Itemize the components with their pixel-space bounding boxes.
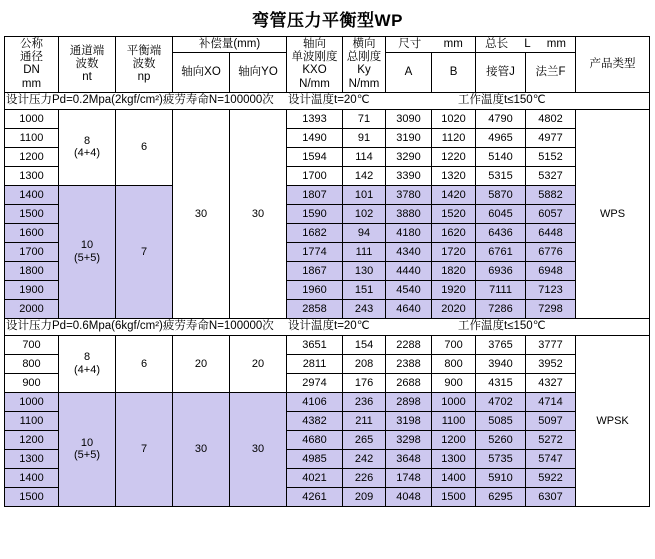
cell-a: 4180 <box>386 223 432 242</box>
cell-f: 5272 <box>526 430 576 449</box>
cell-dn: 1200 <box>5 430 59 449</box>
cell-nt-value: 8 <box>83 351 91 364</box>
cell-dn: 1200 <box>5 147 59 166</box>
header-size-label: 尺寸 <box>398 38 422 50</box>
cell-nt <box>59 109 116 185</box>
cell-kxo: 4680 <box>287 430 343 449</box>
cell-dn: 1300 <box>5 166 59 185</box>
cell-f: 5152 <box>526 147 576 166</box>
cell-b: 1420 <box>432 185 476 204</box>
cell-f: 7123 <box>526 280 576 299</box>
cell-kxo: 1590 <box>287 204 343 223</box>
cell-kxo: 4106 <box>287 392 343 411</box>
cell-f: 6948 <box>526 261 576 280</box>
header-b: B <box>432 53 476 93</box>
cell-j: 7111 <box>476 280 526 299</box>
header-ky-l3: Ky <box>357 64 371 77</box>
cell-f: 7298 <box>526 299 576 318</box>
cell-a: 4440 <box>386 261 432 280</box>
cell-ky: 101 <box>343 185 386 204</box>
cell-kxo: 3651 <box>287 335 343 354</box>
header-ky-l2: 总刚度 <box>346 51 382 64</box>
cell-ky: 94 <box>343 223 386 242</box>
header-np <box>116 37 173 93</box>
cell-nt <box>59 392 116 506</box>
cell-f: 3777 <box>526 335 576 354</box>
cell-j: 3940 <box>476 354 526 373</box>
cell-b: 1120 <box>432 128 476 147</box>
header-product-type: 产品类型 <box>576 37 650 93</box>
cell-b: 700 <box>432 335 476 354</box>
header-size-unit: mm <box>443 38 463 50</box>
header-ky-l4: N/mm <box>348 77 380 90</box>
header-length-group <box>476 37 576 53</box>
cell-j: 6295 <box>476 487 526 506</box>
header-row-1 <box>5 37 650 53</box>
table-header <box>5 37 650 93</box>
table-body <box>5 92 650 506</box>
cell-ky: 154 <box>343 335 386 354</box>
cell-a: 3390 <box>386 166 432 185</box>
cell-j: 6936 <box>476 261 526 280</box>
cell-j: 5315 <box>476 166 526 185</box>
cell-kxo: 1700 <box>287 166 343 185</box>
cell-ky: 236 <box>343 392 386 411</box>
header-nt-l1: 通道端 <box>69 44 105 57</box>
cell-np: 7 <box>116 185 173 318</box>
header-nt-l3: nt <box>82 71 92 84</box>
header-dn-l4: mm <box>21 77 42 90</box>
cell-kxo: 1594 <box>287 147 343 166</box>
cell-xo: 30 <box>173 109 230 318</box>
header-xo: 轴向XO <box>173 53 230 93</box>
cell-yo: 20 <box>230 335 287 392</box>
cell-ky: 226 <box>343 468 386 487</box>
cell-np: 7 <box>116 392 173 506</box>
header-dn-l2: 通径 <box>20 51 43 64</box>
header-f: 法兰F <box>526 53 576 93</box>
cell-b: 1200 <box>432 430 476 449</box>
page-title: 弯管压力平衡型WP <box>252 11 403 30</box>
cell-nt-sub: (4+4) <box>74 363 100 376</box>
cell-dn: 1300 <box>5 449 59 468</box>
cell-nt-value: 8 <box>83 134 91 147</box>
cell-j: 5085 <box>476 411 526 430</box>
cell-dn: 1400 <box>5 468 59 487</box>
cell-kxo: 2811 <box>287 354 343 373</box>
cell-f: 4714 <box>526 392 576 411</box>
header-np-l3: np <box>137 71 151 84</box>
cell-dn: 1800 <box>5 261 59 280</box>
cell-a: 1748 <box>386 468 432 487</box>
cell-kxo: 4261 <box>287 487 343 506</box>
cell-a: 3880 <box>386 204 432 223</box>
cell-b: 1720 <box>432 242 476 261</box>
cell-dn: 2000 <box>5 299 59 318</box>
cell-xo: 30 <box>173 392 230 506</box>
cell-a: 3190 <box>386 128 432 147</box>
cell-j: 5260 <box>476 430 526 449</box>
table-row <box>5 392 650 411</box>
cell-b: 1400 <box>432 468 476 487</box>
cell-nt-value: 10 <box>80 436 94 449</box>
cell-nt-sub: (5+5) <box>74 251 100 264</box>
cell-ky: 114 <box>343 147 386 166</box>
table-row <box>5 335 650 354</box>
header-dn-l1: 公称 <box>20 38 43 50</box>
cell-kxo: 4382 <box>287 411 343 430</box>
cell-dn: 900 <box>5 373 59 392</box>
header-ky <box>343 37 386 93</box>
section-work-temp-label: 工作温度t≤150℃ <box>458 94 546 107</box>
cell-dn: 1000 <box>5 109 59 128</box>
cell-a: 4540 <box>386 280 432 299</box>
cell-nt-value: 10 <box>80 239 94 252</box>
cell-b: 800 <box>432 354 476 373</box>
cell-kxo: 4985 <box>287 449 343 468</box>
cell-a: 4640 <box>386 299 432 318</box>
cell-kxo: 1393 <box>287 109 343 128</box>
cell-ky: 208 <box>343 354 386 373</box>
cell-b: 1820 <box>432 261 476 280</box>
cell-dn: 1100 <box>5 128 59 147</box>
cell-j: 6045 <box>476 204 526 223</box>
section-header-cell <box>5 318 650 335</box>
cell-dn: 1100 <box>5 411 59 430</box>
cell-ky: 111 <box>343 242 386 261</box>
cell-ky: 243 <box>343 299 386 318</box>
cell-f: 6307 <box>526 487 576 506</box>
cell-product-type: WPS <box>576 109 650 318</box>
header-j: 接管J <box>476 53 526 93</box>
header-length-label: 总长 <box>485 38 509 50</box>
section-pressure-label: 设计压力Pd=0.6Mpa(6kgf/cm²)疲劳寿命N=100000次 <box>6 320 274 333</box>
cell-a: 4340 <box>386 242 432 261</box>
cell-yo: 30 <box>230 109 287 318</box>
section-design-temp-label: 设计温度t=20℃ <box>288 320 370 333</box>
cell-kxo: 4021 <box>287 468 343 487</box>
cell-b: 2020 <box>432 299 476 318</box>
cell-a: 2388 <box>386 354 432 373</box>
cell-b: 1300 <box>432 449 476 468</box>
cell-kxo: 2974 <box>287 373 343 392</box>
header-np-l2: 波数 <box>132 57 156 70</box>
section-header-row <box>5 318 650 335</box>
cell-b: 1220 <box>432 147 476 166</box>
spec-table <box>4 36 650 507</box>
cell-j: 5910 <box>476 468 526 487</box>
cell-b: 900 <box>432 373 476 392</box>
cell-a: 3090 <box>386 109 432 128</box>
cell-dn: 1000 <box>5 392 59 411</box>
cell-b: 1620 <box>432 223 476 242</box>
cell-nt-sub: (5+5) <box>74 449 100 462</box>
cell-b: 1520 <box>432 204 476 223</box>
cell-f: 5922 <box>526 468 576 487</box>
cell-f: 4977 <box>526 128 576 147</box>
section-design-temp-label: 设计温度t=20℃ <box>288 94 370 107</box>
header-kxo <box>287 37 343 93</box>
cell-ky: 71 <box>343 109 386 128</box>
header-length-symbol: L <box>524 38 531 50</box>
cell-f: 5327 <box>526 166 576 185</box>
header-yo: 轴向YO <box>230 53 287 93</box>
cell-j: 5870 <box>476 185 526 204</box>
cell-product-type: WPSK <box>576 335 650 506</box>
cell-b: 1320 <box>432 166 476 185</box>
cell-a: 4048 <box>386 487 432 506</box>
header-kxo-l2: 单波刚度 <box>291 51 338 64</box>
cell-f: 6057 <box>526 204 576 223</box>
cell-kxo: 1490 <box>287 128 343 147</box>
cell-b: 1020 <box>432 109 476 128</box>
cell-a: 2288 <box>386 335 432 354</box>
cell-f: 5097 <box>526 411 576 430</box>
cell-dn: 800 <box>5 354 59 373</box>
cell-j: 7286 <box>476 299 526 318</box>
header-np-l1: 平衡端 <box>126 44 162 57</box>
header-nt-l2: 波数 <box>75 57 99 70</box>
cell-f: 6776 <box>526 242 576 261</box>
cell-b: 1000 <box>432 392 476 411</box>
cell-j: 5140 <box>476 147 526 166</box>
cell-j: 6761 <box>476 242 526 261</box>
header-size-group <box>386 37 476 53</box>
cell-dn: 1900 <box>5 280 59 299</box>
cell-f: 3952 <box>526 354 576 373</box>
cell-f: 5882 <box>526 185 576 204</box>
cell-dn: 1400 <box>5 185 59 204</box>
section-header-row <box>5 92 650 109</box>
cell-kxo: 1774 <box>287 242 343 261</box>
header-dn-l3: DN <box>23 64 40 77</box>
cell-a: 3780 <box>386 185 432 204</box>
cell-j: 4702 <box>476 392 526 411</box>
cell-j: 3765 <box>476 335 526 354</box>
section-work-temp-label: 工作温度t≤150℃ <box>458 320 546 333</box>
section-header-cell <box>5 92 650 109</box>
cell-f: 4802 <box>526 109 576 128</box>
header-kxo-l4: N/mm <box>299 77 330 90</box>
cell-kxo: 2858 <box>287 299 343 318</box>
cell-ky: 91 <box>343 128 386 147</box>
cell-kxo: 1867 <box>287 261 343 280</box>
header-ky-l1: 横向 <box>352 38 376 50</box>
cell-b: 1100 <box>432 411 476 430</box>
cell-a: 3198 <box>386 411 432 430</box>
cell-ky: 209 <box>343 487 386 506</box>
cell-j: 6436 <box>476 223 526 242</box>
cell-f: 5747 <box>526 449 576 468</box>
cell-f: 6448 <box>526 223 576 242</box>
table-row <box>5 185 650 204</box>
header-dn <box>5 37 59 93</box>
cell-ky: 102 <box>343 204 386 223</box>
cell-np: 6 <box>116 109 173 185</box>
cell-np: 6 <box>116 335 173 392</box>
cell-dn: 1500 <box>5 204 59 223</box>
cell-dn: 1700 <box>5 242 59 261</box>
cell-nt <box>59 335 116 392</box>
header-kxo-l3: KXO <box>302 64 327 77</box>
cell-kxo: 1682 <box>287 223 343 242</box>
cell-j: 4965 <box>476 128 526 147</box>
cell-a: 3290 <box>386 147 432 166</box>
cell-j: 5735 <box>476 449 526 468</box>
cell-j: 4315 <box>476 373 526 392</box>
cell-dn: 700 <box>5 335 59 354</box>
cell-a: 3648 <box>386 449 432 468</box>
header-nt <box>59 37 116 93</box>
cell-a: 2898 <box>386 392 432 411</box>
cell-f: 4327 <box>526 373 576 392</box>
cell-ky: 242 <box>343 449 386 468</box>
cell-b: 1500 <box>432 487 476 506</box>
cell-ky: 211 <box>343 411 386 430</box>
cell-a: 2688 <box>386 373 432 392</box>
cell-a: 3298 <box>386 430 432 449</box>
cell-nt <box>59 185 116 318</box>
header-compensation-group: 补偿量(mm) <box>173 37 287 53</box>
header-kxo-l1: 轴向 <box>303 38 327 50</box>
section-pressure-label: 设计压力Pd=0.2Mpa(2kgf/cm²)疲劳寿命N=100000次 <box>6 94 274 107</box>
cell-ky: 151 <box>343 280 386 299</box>
cell-kxo: 1960 <box>287 280 343 299</box>
cell-yo: 30 <box>230 392 287 506</box>
cell-dn: 1500 <box>5 487 59 506</box>
header-length-unit: mm <box>546 38 566 50</box>
cell-dn: 1600 <box>5 223 59 242</box>
cell-nt-sub: (4+4) <box>74 147 100 160</box>
cell-kxo: 1807 <box>287 185 343 204</box>
cell-b: 1920 <box>432 280 476 299</box>
cell-ky: 142 <box>343 166 386 185</box>
cell-ky: 176 <box>343 373 386 392</box>
cell-ky: 130 <box>343 261 386 280</box>
cell-j: 4790 <box>476 109 526 128</box>
cell-ky: 265 <box>343 430 386 449</box>
cell-xo: 20 <box>173 335 230 392</box>
header-a: A <box>386 53 432 93</box>
table-row <box>5 109 650 128</box>
